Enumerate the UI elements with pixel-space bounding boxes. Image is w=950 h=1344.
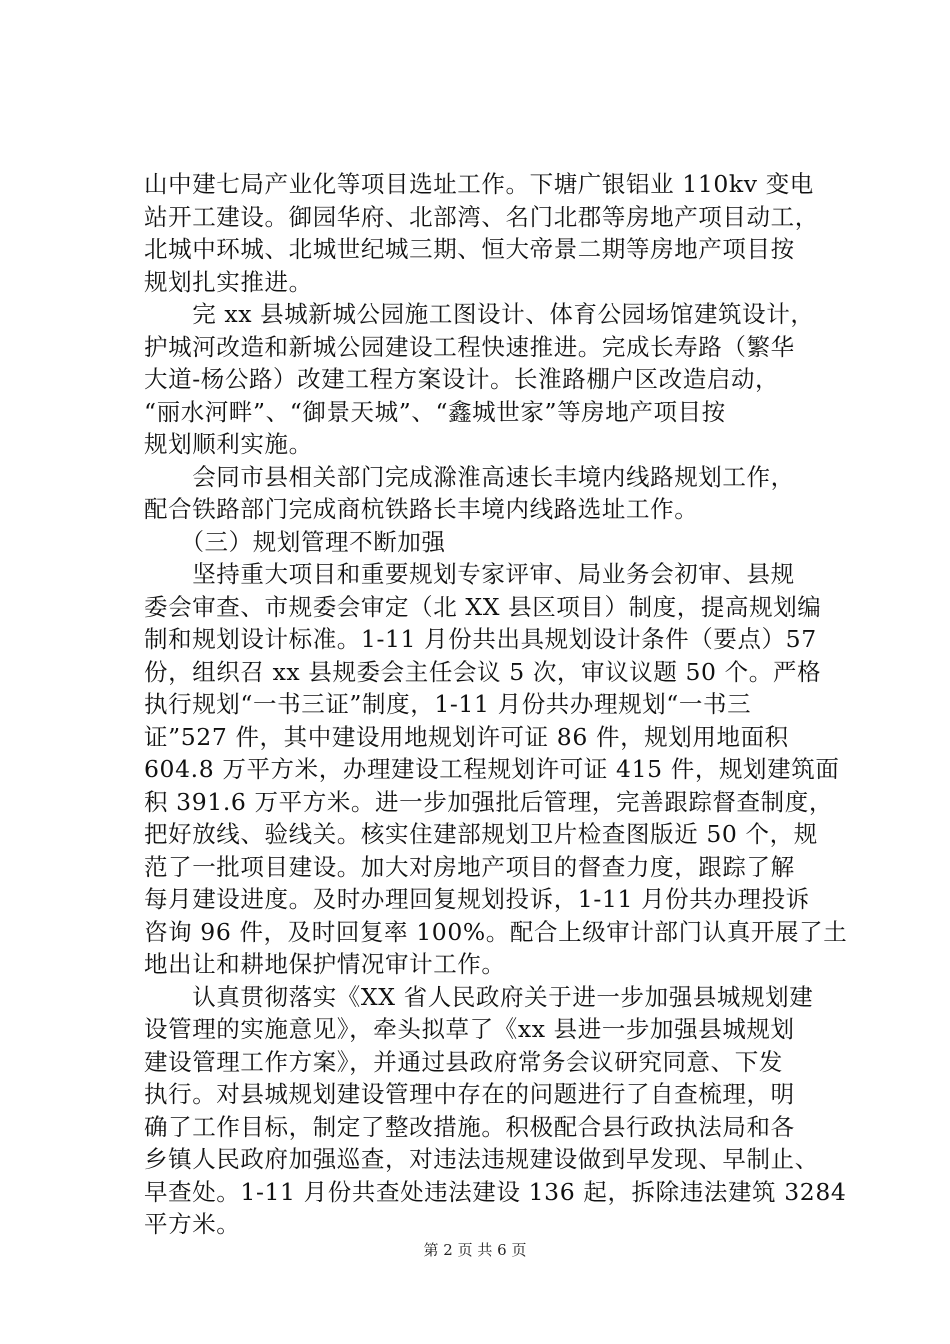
text-line: 大道-杨公路）改建工程方案设计。长淮路棚户区改造启动， (144, 365, 780, 393)
text-line: 早查处。1-11 月份共查处违法建设 136 起，拆除违法建筑 3284 (144, 1177, 847, 1206)
text-line: 规划顺利实施。 (144, 430, 313, 458)
text-line: 制和规划设计标准。1-11 月份共出具规划设计条件（要点）57 (144, 625, 817, 653)
text-line: “丽水河畔”、“御景天城”、“鑫城世家”等房地产项目按 (144, 397, 726, 426)
text-line: 坚持重大项目和重要规划专家评审、局业务会初审、县规 (144, 560, 795, 588)
text-line: 平方米。 (144, 1210, 241, 1238)
text-line: 委会审查、市规委会审定（北 XX 县区项目）制度，提高规划编 (144, 592, 822, 621)
document-body (144, 168, 848, 1241)
text-line: 每月建设进度。及时办理回复规划投诉，1-11 月份共办理投诉 (144, 885, 810, 913)
text-line: 北城中环城、北城世纪城三期、恒大帝景二期等房地产项目按 (144, 235, 795, 263)
text-line: 执行规划“一书三证”制度，1-11 月份共办理规划“一书三 (144, 690, 752, 718)
page-number-footer: 第 2 页 共 6 页 (423, 1241, 527, 1259)
text-line: 护城河改造和新城公园建设工程快速推进。完成长寿路（繁华 (144, 332, 795, 361)
text-line: 规划扎实推进。 (144, 267, 313, 296)
text-line: 站开工建设。御园华府、北部湾、名门北郡等房地产项目动工， (144, 202, 819, 231)
text-line: 地出让和耕地保护情况审计工作。 (144, 950, 506, 978)
text-line: 乡镇人民政府加强巡查，对违法违规建设做到早发现、早制止、 (144, 1145, 819, 1173)
text-line: 会同市县相关部门完成滁淮高速长丰境内线路规划工作， (144, 462, 795, 491)
text-line: 设管理的实施意见》，牵头拟草了《xx 县进一步加强县城规划 (144, 1015, 795, 1043)
text-line: 山中建七局产业化等项目选址工作。下塘广银铝业 110kv 变电 (144, 170, 814, 198)
text-line: 范了一批项目建设。加大对房地产项目的督查力度，跟踪了解 (144, 852, 795, 881)
section-heading: （三）规划管理不断加强 (144, 527, 446, 556)
text-line: 证”527 件，其中建设用地规划许可证 86 件，规划用地面积 (144, 722, 789, 751)
text-line: 把好放线、验线关。核实住建部规划卫片检查图版近 50 个，规 (144, 820, 818, 848)
text-line: 咨询 96 件，及时回复率 100%。配合上级审计部门认真开展了土 (144, 917, 848, 946)
text-line: 建设管理工作方案》，并通过县政府常务会议研究同意、下发 (144, 1047, 783, 1076)
text-line: 完 xx 县城新城公园施工图设计、体育公园场馆建筑设计， (144, 300, 815, 328)
text-line: 认真贯彻落实《XX 省人民政府关于进一步加强县城规划建 (144, 982, 814, 1011)
text-line: 确了工作目标，制定了整改措施。积极配合县行政执法局和各 (144, 1112, 795, 1141)
text-line: 604.8 万平方米，办理建设工程规划许可证 415 件，规划建筑面 (144, 755, 840, 783)
text-line: 积 391.6 万平方米。进一步加强批后管理，完善跟踪督查制度， (144, 787, 833, 816)
text-line: 执行。对县城规划建设管理中存在的问题进行了自查梳理，明 (144, 1080, 795, 1108)
text-line: 配合铁路部门完成商杭铁路长丰境内线路选址工作。 (144, 495, 699, 523)
text-line: 份，组织召 xx 县规委会主任会议 5 次，审议议题 50 个。严格 (144, 657, 822, 686)
